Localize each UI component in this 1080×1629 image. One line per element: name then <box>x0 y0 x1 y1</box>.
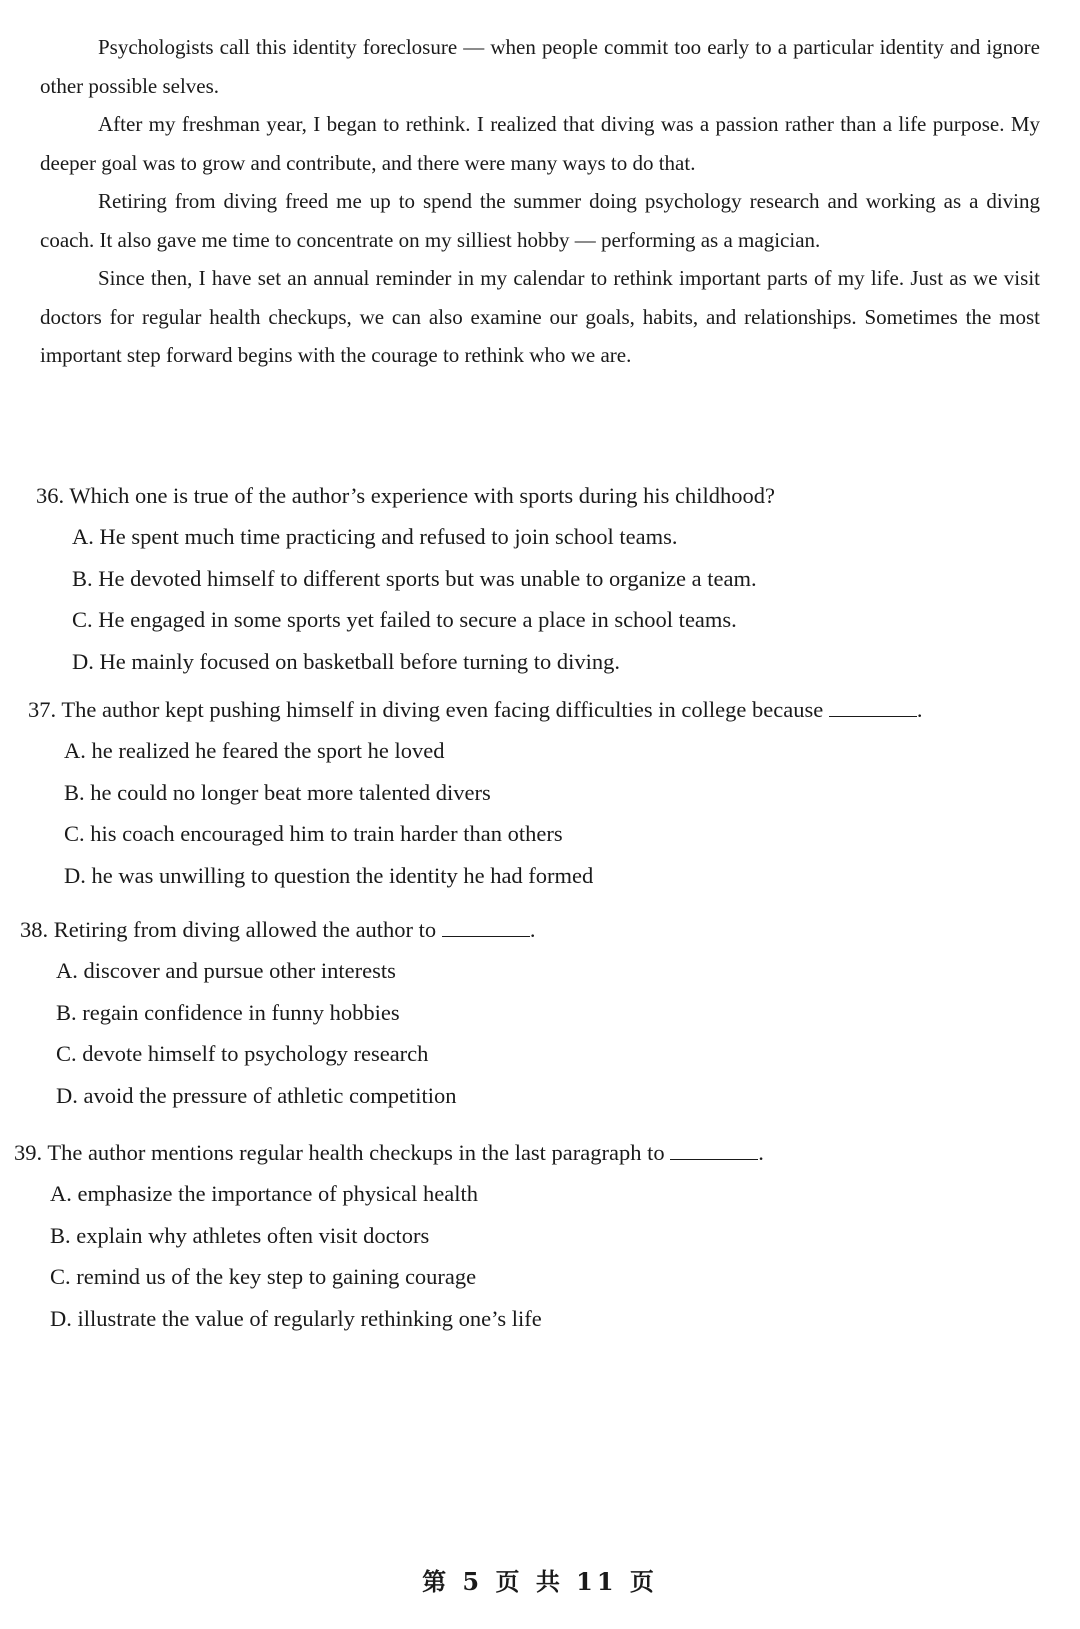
question-36 <box>36 476 1046 682</box>
question-39 <box>14 1133 1024 1339</box>
answer-options <box>14 1173 1024 1339</box>
option-b: B. explain why athletes often visit doctors <box>50 1222 430 1248</box>
passage-paragraph: Since then, I have set an annual reminder in my calendar to rethink important parts of my life. Just as we visit doctors for regular health checkups, we can also examine our goals, habits, and relationships. Sometimes the most important step forward begins with the courage to rethink who we are. <box>40 266 1040 367</box>
option-d: D. illustrate the value of regularly rethinking one’s life <box>50 1305 542 1331</box>
question-stem: 36. Which one is true of the author’s experience with sports during his childhood? <box>36 483 776 508</box>
question-stem: 37. The author kept pushing himself in diving even facing difficulties in college because . <box>28 690 1038 730</box>
passage-paragraph: After my freshman year, I began to rethink. I realized that diving was a passion rather than a life purpose. My deeper goal was to grow and contribute, and there were many ways to do that. <box>40 112 1040 175</box>
passage-paragraph: Psychologists call this identity foreclosure — when people commit too early to a particular identity and ignore other possible selves. <box>40 35 1040 98</box>
option-b: B. He devoted himself to different sports but was unable to organize a team. <box>72 565 757 591</box>
option-a: A. discover and pursue other interests <box>56 958 396 983</box>
option-c: C. devote himself to psychology research <box>56 1041 429 1066</box>
option-d: D. avoid the pressure of athletic competition <box>56 1082 457 1108</box>
option-d: D. He mainly focused on basketball before turning to diving. <box>72 648 620 674</box>
reading-passage <box>40 28 1040 375</box>
question-stem: 39. The author mentions regular health checkups in the last paragraph to . <box>14 1133 1024 1173</box>
option-a: A. He spent much time practicing and refused to join school teams. <box>72 524 678 549</box>
option-c: C. remind us of the key step to gaining courage <box>50 1264 477 1289</box>
option-b: B. regain confidence in funny hobbies <box>56 999 400 1025</box>
option-b: B. he could no longer beat more talented divers <box>64 779 491 805</box>
passage-paragraph: Retiring from diving freed me up to spend the summer doing psychology research and working as a diving coach. It also gave me time to concentrate on my silliest hobby — performing as a magician. <box>40 189 1040 252</box>
question-38 <box>20 910 1030 1116</box>
question-stem: 38. Retiring from diving allowed the author to . <box>20 910 1030 950</box>
option-c: C. his coach encouraged him to train harder than others <box>64 821 563 846</box>
option-d: D. he was unwilling to question the identity he had formed <box>64 862 594 888</box>
answer-options <box>20 950 1030 1116</box>
answer-options <box>36 516 1046 682</box>
question-37 <box>28 690 1038 896</box>
answer-options <box>28 730 1038 896</box>
option-a: A. he realized he feared the sport he loved <box>64 738 445 763</box>
option-a: A. emphasize the importance of physical health <box>50 1181 478 1206</box>
answer-blank <box>442 914 530 937</box>
answer-blank <box>829 694 917 717</box>
page-number: 第 5 页 共 11 页 <box>422 1567 658 1596</box>
answer-blank <box>670 1137 758 1160</box>
option-c: C. He engaged in some sports yet failed to secure a place in school teams. <box>72 607 737 632</box>
